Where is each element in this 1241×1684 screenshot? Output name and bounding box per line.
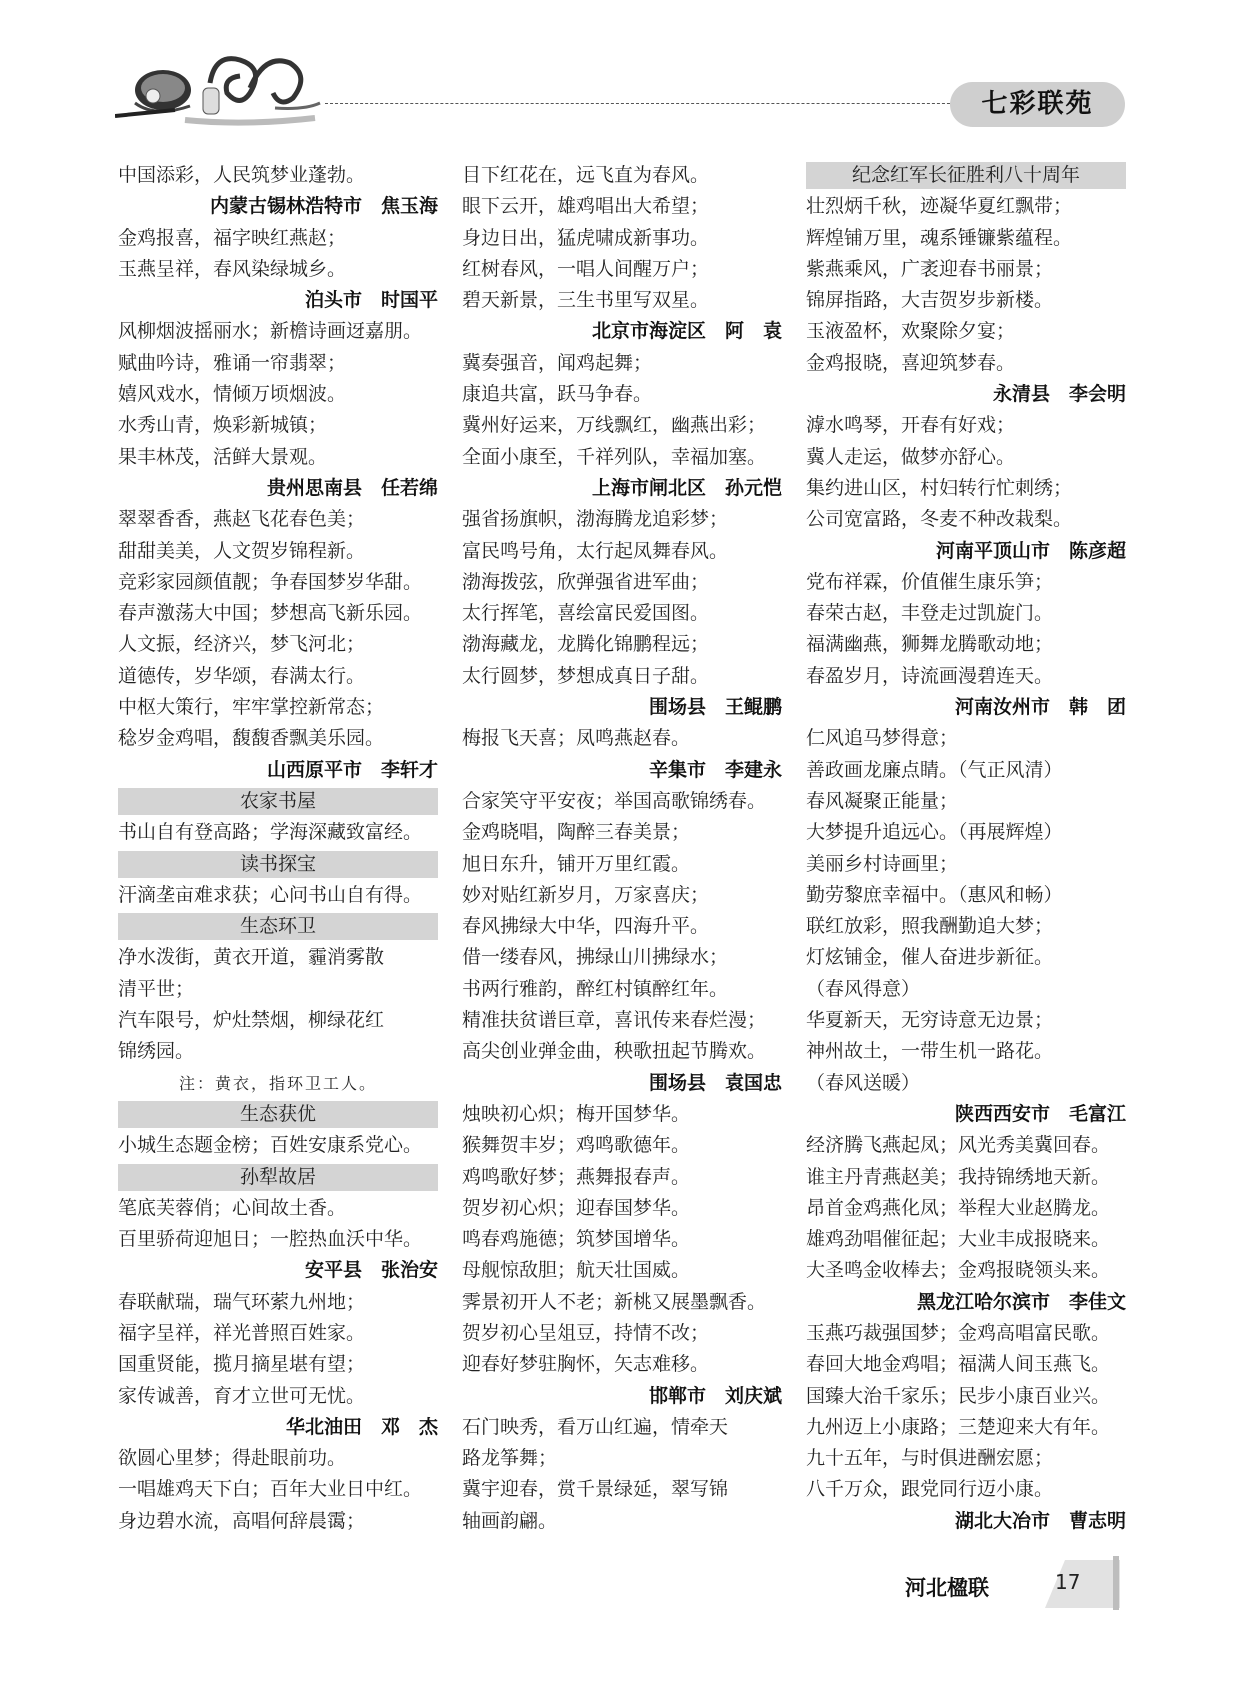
couplet-line: 贺岁初心呈俎豆，持情不改； [462,1321,710,1344]
couplet-line: 壮烈炳千秋，迹凝华夏红飘带； [806,195,1073,218]
couplet-line: 勤劳黎庶幸福中。（惠风和畅） [806,883,1063,906]
couplet-line: （春风得意） [806,977,921,1000]
couplet-line: 猴舞贺丰岁；鸡鸣歌德年。 [462,1134,691,1157]
author-credit: 湖北大冶市 曹志明 [954,1509,1126,1532]
couplet-line: 甜甜美美，人文贺岁锦程新。 [118,539,366,562]
couplet-line: 贺岁初心炽；迎春国梦华。 [462,1196,691,1219]
couplet-line: 辉煌铺万里，魂系锤镰紫蕴程。 [806,226,1073,249]
couplet-line: 福满幽燕，狮舞龙腾歌动地； [806,633,1054,656]
column-3 [806,160,1126,1537]
author-credit: 上海市闸北区 孙元恺 [591,476,782,499]
header-rule [325,103,965,104]
author-credit: 陕西西安市 毛富江 [954,1102,1126,1125]
couplet-line: 谁主丹青燕赵美；我持锦绣地天新。 [806,1165,1111,1188]
couplet-line: 玉燕呈祥，春风染绿城乡。 [118,257,347,280]
couplet-line: 迎春好梦驻胸怀，矢志难移。 [462,1353,710,1376]
couplet-line: 冀州好运来，万线飘红，幽燕出彩； [462,414,767,437]
couplet-line: 母舰惊敌胆；航天壮国威。 [462,1259,691,1282]
couplet-line: 神州故土，一带生机一路花。 [806,1040,1054,1063]
page-header [0,0,1241,150]
couplet-line: 书两行雅韵，醉红村镇醉红年。 [462,977,729,1000]
topic-heading: 孙犁故居 [118,1164,438,1191]
couplet-line: 春风拂绿大中华，四海升平。 [462,915,710,938]
couplet-line: 清平世； [118,977,195,1000]
author-credit: 贵州思南县 任若绵 [266,476,438,499]
couplet-line: 冀宇迎春，赏千景绿延，翠写锦 [462,1478,729,1501]
topic-heading: 生态环卫 [118,913,438,940]
couplet-line: 康追共富，跃马争春。 [462,383,653,406]
couplet-line: 轴画韵翩。 [462,1509,558,1532]
couplet-line: 汽车限号，炉灶禁烟，柳绿花红 [118,1009,385,1032]
couplet-line: 九州迈上小康路；三楚迎来大有年。 [806,1415,1111,1438]
couplet-line: 太行挥笔，喜绘富民爱国图。 [462,602,710,625]
couplet-line: 大梦提升追远心。（再展辉煌） [806,821,1063,844]
page-number: 17 [1055,1570,1081,1594]
column-1 [118,160,438,1537]
couplet-line: 汗滴垄亩难求获；心问书山自有得。 [118,883,423,906]
couplet-line: 春回大地金鸡唱；福满人间玉燕飞。 [806,1353,1111,1376]
couplet-line: 渤海拨弦，欣弹强省进军曲； [462,570,710,593]
couplet-line: 春风凝聚正能量； [806,789,959,812]
couplet-line: 欲圆心里梦；得赴眼前功。 [118,1447,347,1470]
couplet-line: 鸡鸣歌好梦；燕舞报春声。 [462,1165,691,1188]
couplet-line: 国重贤能，揽月摘星堪有望； [118,1353,366,1376]
author-credit: 河南平顶山市 陈彦超 [935,539,1126,562]
couplet-line: 强省扬旗帜，渤海腾龙追彩梦； [462,508,729,531]
couplet-line: 高尖创业弹金曲，秧歌扭起节腾欢。 [462,1040,767,1063]
couplet-line: 九十五年，与时俱进酬宏愿； [806,1447,1054,1470]
couplet-line: 太行圆梦，梦想成真日子甜。 [462,664,710,687]
couplet-line: 净水泼街，黄衣开道，霾消雾散 [118,946,385,969]
couplet-line: 金鸡报晓，喜迎筑梦春。 [806,351,1016,374]
couplet-line: 合家笑守平安夜；举国高歌锦绣春。 [462,789,767,812]
couplet-line: 春声激荡大中国；梦想高飞新乐园。 [118,602,423,625]
couplet-line: 路龙筝舞； [462,1447,558,1470]
couplet-line: 霁景初开人不老；新桃又展墨飘香。 [462,1290,767,1313]
couplet-line: 身边碧水流，高唱何辞晨霭； [118,1509,366,1532]
couplet-line: 全面小康至，千祥列队，幸福加塞。 [462,445,767,468]
author-credit: 华北油田 邓 杰 [285,1415,438,1438]
couplet-line: 八千万众，跟党同行迈小康。 [806,1478,1054,1501]
couplet-line: 金鸡报喜，福字映红燕赵； [118,226,347,249]
topic-heading: 纪念红军长征胜利八十周年 [806,162,1126,189]
couplet-line: 富民鸣号角，太行起凤舞春风。 [462,539,729,562]
couplet-line: 书山自有登高路；学海深藏致富经。 [118,821,423,844]
couplet-line: 仁风追马梦得意； [806,727,959,750]
couplet-line: 人文振，经济兴，梦飞河北； [118,633,366,656]
couplet-line: 眼下云开，雄鸡唱出大希望； [462,195,710,218]
couplet-line: 滹水鸣琴，开春有好戏； [806,414,1016,437]
couplet-line: 春盈岁月，诗流画漫碧连天。 [806,664,1054,687]
magazine-name: 河北楹联 [905,1576,989,1600]
couplet-line: 冀奏强音，闻鸡起舞； [462,351,653,374]
couplet-line: 妙对贴红新岁月，万家喜庆； [462,883,710,906]
couplet-line: 一唱雄鸡天下白；百年大业日中红。 [118,1478,423,1501]
couplet-line: 稔岁金鸡唱，馥馥香飘美乐园。 [118,727,385,750]
couplet-line: 旭日东升，铺开万里红霞。 [462,852,691,875]
couplet-line: 联红放彩，照我酬勤追大梦； [806,915,1054,938]
column-2 [462,160,782,1537]
author-credit: 安平县 张治安 [304,1259,438,1282]
couplet-line: （春风送暖） [806,1071,921,1094]
couplet-line: 雄鸡劲唱催征起；大业丰成报晓来。 [806,1228,1111,1251]
couplet-line: 翠翠香香，燕赵飞花春色美； [118,508,366,531]
couplet-line: 红树春风，一唱人间醒万户； [462,257,710,280]
couplet-line: 竞彩家园颜值靓；争春国梦岁华甜。 [118,570,423,593]
author-credit: 内蒙古锡林浩特市 焦玉海 [209,195,438,218]
couplet-line: 赋曲吟诗，雅诵一帘翡翠； [118,351,347,374]
couplet-line: 家传诚善，育才立世可无忧。 [118,1384,366,1407]
topic-heading: 农家书屋 [118,788,438,815]
couplet-line: 大圣鸣金收棒去；金鸡报晓领头来。 [806,1259,1111,1282]
author-credit: 河南汝州市 韩 团 [954,696,1126,719]
couplet-line: 紫燕乘风，广袤迎春书丽景； [806,257,1054,280]
couplet-line: 梅报飞天喜；凤鸣燕赵春。 [462,727,691,750]
couplet-line: 果丰林茂，活鲜大景观。 [118,445,328,468]
author-credit: 辛集市 李建永 [648,758,782,781]
couplet-line: 福字呈祥，祥光普照百姓家。 [118,1321,366,1344]
couplet-line: 善政画龙廉点睛。（气正风清） [806,758,1063,781]
couplet-line: 目下红花在，远飞直为春风。 [462,164,710,186]
couplet-line: 笔底芙蓉俏；心间故土香。 [118,1196,347,1219]
footer-bar [1113,1556,1119,1610]
author-credit: 泊头市 时国平 [304,289,438,312]
couplet-line: 玉液盈杯，欢聚除夕宴； [806,320,1016,343]
couplet-line: 中枢大策行，牢牢掌控新常态； [118,696,385,719]
couplet-line: 风柳烟波摇丽水；新檐诗画迓嘉朋。 [118,320,423,343]
author-credit: 北京市海淀区 阿 袁 [591,320,782,343]
couplet-line: 昂首金鸡燕化凤；举程大业赵腾龙。 [806,1196,1111,1219]
couplet-line: 灯炫铺金，催人奋进步新征。 [806,946,1054,969]
topic-heading: 读书探宝 [118,851,438,878]
author-credit: 黑龙江哈尔滨市 李佳文 [916,1290,1126,1313]
ornament-icon [115,48,325,128]
couplet-line: 国臻大治千家乐；民步小康百业兴。 [806,1384,1111,1407]
couplet-line: 渤海藏龙，龙腾化锦鹏程远； [462,633,710,656]
couplet-line: 春荣古赵，丰登走过凯旋门。 [806,602,1054,625]
couplet-line: 集约进山区，村妇转行忙刺绣； [806,476,1073,499]
topic-heading: 生态获优 [118,1101,438,1128]
couplet-line: 中国添彩，人民筑梦业蓬勃。 [118,164,366,186]
author-credit: 山西原平市 李轩才 [266,758,438,781]
author-credit: 邯郸市 刘庆斌 [648,1384,782,1407]
couplet-line: 美丽乡村诗画里； [806,852,959,875]
couplet-line: 玉燕巧裁强国梦；金鸡高唱富民歌。 [806,1321,1111,1344]
couplet-line: 冀人走运，做梦亦舒心。 [806,445,1016,468]
section-title: 七彩联苑 [950,82,1125,127]
couplet-line: 道德传，岁华颂，春满太行。 [118,664,366,687]
couplet-line: 公司宽富路，冬麦不种改栽梨。 [806,508,1073,531]
couplet-line: 碧天新景，三生书里写双星。 [462,289,710,312]
author-credit: 围场县 袁国忠 [648,1071,782,1094]
couplet-line: 借一缕春风，拂绿山川拂绿水； [462,946,729,969]
couplet-line: 小城生态题金榜；百姓安康系党心。 [118,1134,423,1157]
couplet-line: 锦绣园。 [118,1040,195,1063]
author-credit: 永清县 李会明 [992,383,1126,406]
couplet-line: 鸣春鸡施德；筑梦国增华。 [462,1228,691,1251]
couplet-line: 经济腾飞燕起凤；风光秀美冀回春。 [806,1134,1111,1157]
couplet-line: 石门映秀，看万山红遍，情牵天 [462,1415,729,1438]
couplet-line: 身边日出，猛虎啸成新事功。 [462,226,710,249]
couplet-line: 百里骄荷迎旭日；一腔热血沃中华。 [118,1228,423,1251]
couplet-line: 党布祥霖，价值催生康乐笋； [806,570,1054,593]
annotation-note: 注：黄衣，指环卫工人。 [178,1073,377,1093]
couplet-line: 春联献瑞，瑞气环萦九州地； [118,1290,366,1313]
couplet-line: 锦屏指路，大吉贺岁步新楼。 [806,289,1054,312]
author-credit: 围场县 王鲲鹏 [648,696,782,719]
couplet-line: 烛映初心炽；梅开国梦华。 [462,1102,691,1125]
couplet-line: 嬉风戏水，情倾万顷烟波。 [118,383,347,406]
couplet-line: 精准扶贫谱巨章，喜讯传来春烂漫； [462,1009,767,1032]
couplet-line: 金鸡晓唱，陶醉三春美景； [462,821,691,844]
couplet-line: 水秀山青，焕彩新城镇； [118,414,328,437]
couplet-line: 华夏新天，无穷诗意无边景； [806,1009,1054,1032]
